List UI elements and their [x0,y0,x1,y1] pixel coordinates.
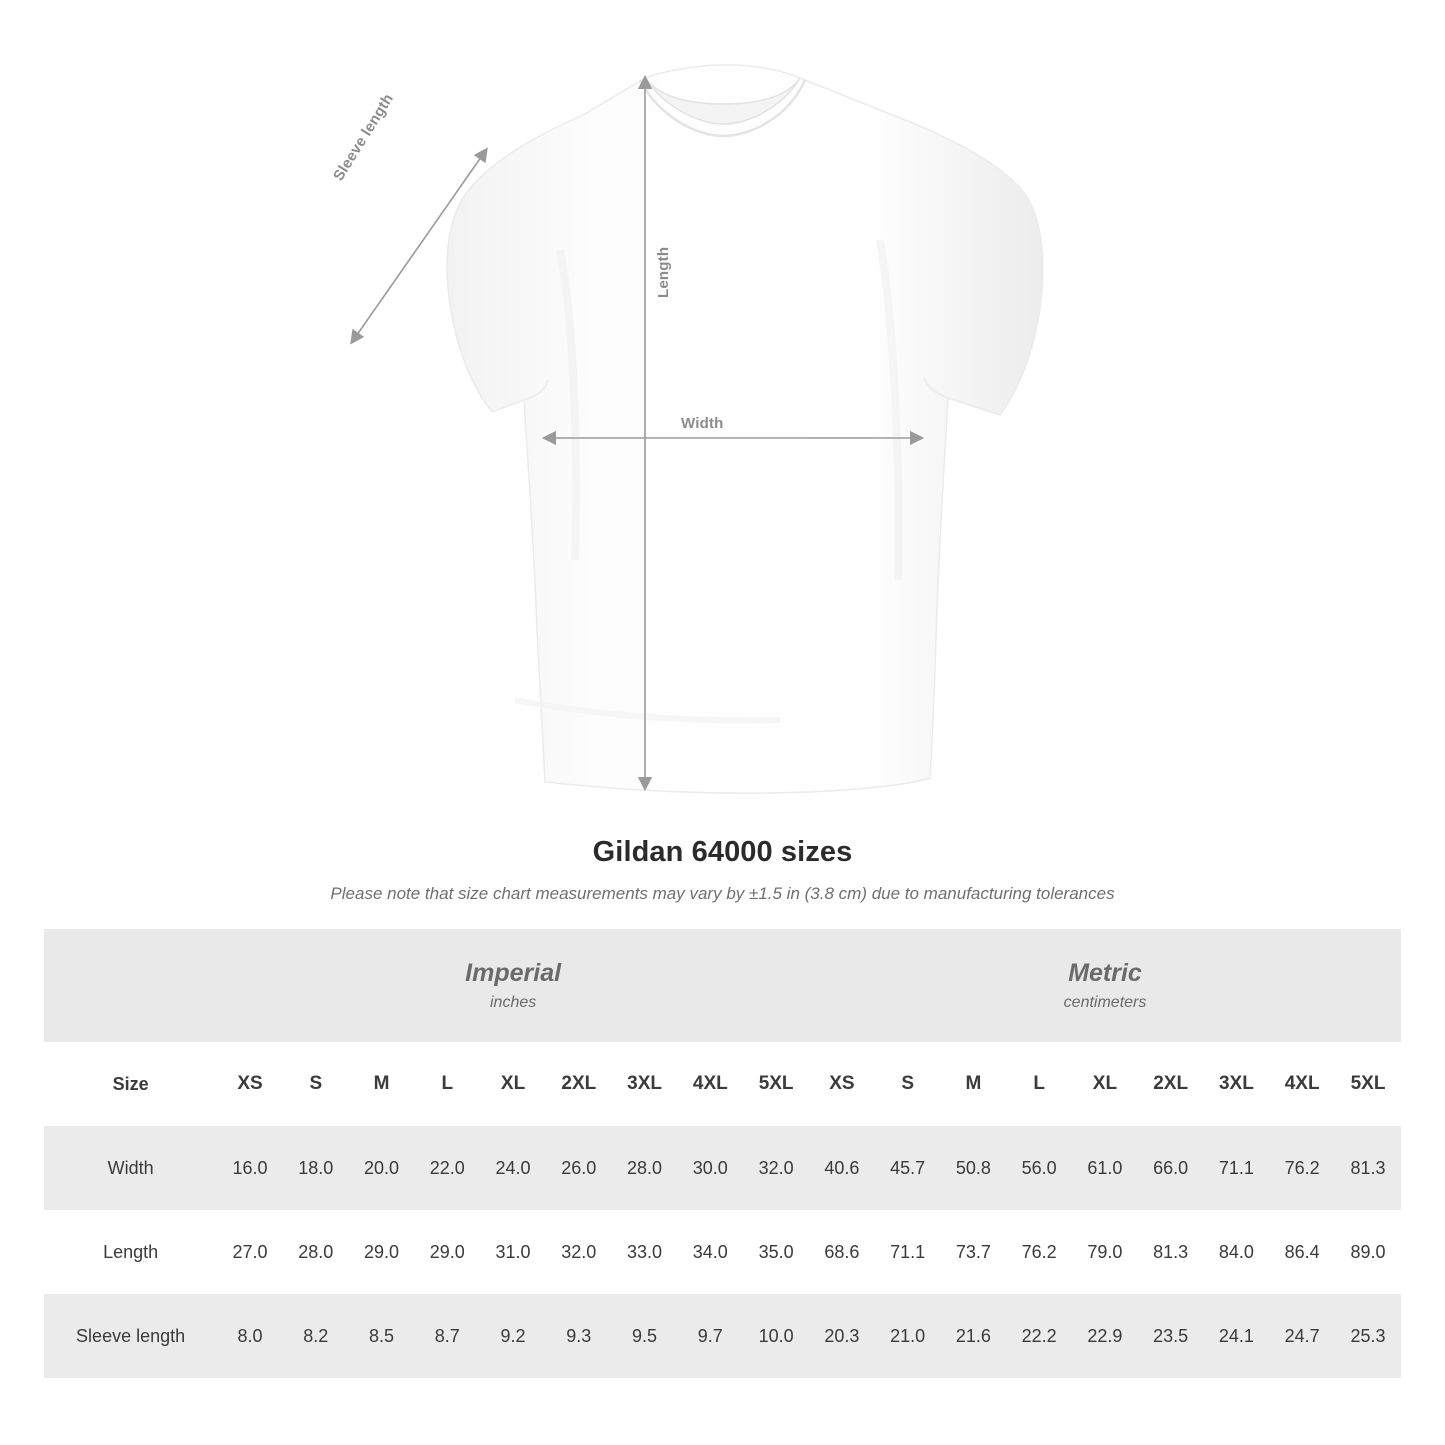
unit-corner-cell [44,929,217,1042]
imperial-sublabel: inches [489,993,537,1011]
cell-sleeve-length: 22.2 [1006,1294,1072,1378]
size-header-cell: 5XL [743,1042,809,1126]
size-chart-table [44,929,1401,1378]
row-label-length: Length [44,1210,217,1294]
size-header-cell: L [1006,1042,1072,1126]
cell-width: 81.3 [1335,1126,1401,1210]
size-chart-container [44,929,1401,1378]
size-header-cell: 5XL [1335,1042,1401,1126]
cell-sleeve-length: 9.3 [546,1294,612,1378]
cell-width: 20.0 [349,1126,415,1210]
size-header-cell: XS [217,1042,283,1126]
cell-width: 24.0 [480,1126,546,1210]
cell-width: 56.0 [1006,1126,1072,1210]
cell-sleeve-length: 8.7 [414,1294,480,1378]
cell-sleeve-length: 21.6 [941,1294,1007,1378]
metric-label: Metric [1068,959,1142,988]
cell-sleeve-length: 8.0 [217,1294,283,1378]
cell-length: 27.0 [217,1210,283,1294]
size-header-row [44,1042,1401,1126]
cell-sleeve-length: 24.7 [1269,1294,1335,1378]
cell-length: 28.0 [283,1210,349,1294]
cell-sleeve-length: 9.5 [612,1294,678,1378]
page-title: Gildan 64000 sizes [592,836,853,868]
size-header-cell: L [414,1042,480,1126]
size-header-cell: 3XL [612,1042,678,1126]
cell-width: 66.0 [1138,1126,1204,1210]
cell-sleeve-length: 9.7 [677,1294,743,1378]
table-row [44,1294,1401,1378]
length-dimension-label: Length [655,246,672,298]
size-header-cell: 2XL [1138,1042,1204,1126]
cell-length: 68.6 [809,1210,875,1294]
cell-sleeve-length: 10.0 [743,1294,809,1378]
size-header-cell: M [349,1042,415,1126]
table-row [44,1126,1401,1210]
size-header-cell: XS [809,1042,875,1126]
cell-length: 71.1 [875,1210,941,1294]
cell-length: 31.0 [480,1210,546,1294]
cell-width: 30.0 [677,1126,743,1210]
size-header-cell: M [941,1042,1007,1126]
cell-width: 76.2 [1269,1126,1335,1210]
cell-sleeve-length: 25.3 [1335,1294,1401,1378]
cell-sleeve-length: 9.2 [480,1294,546,1378]
cell-width: 28.0 [612,1126,678,1210]
cell-length: 76.2 [1006,1210,1072,1294]
cell-width: 40.6 [809,1126,875,1210]
size-header-cell: S [283,1042,349,1126]
metric-group-header [809,929,1401,1042]
cell-width: 26.0 [546,1126,612,1210]
imperial-label: Imperial [465,959,562,988]
cell-length: 34.0 [677,1210,743,1294]
cell-width: 22.0 [414,1126,480,1210]
table-row [44,1210,1401,1294]
cell-width: 45.7 [875,1126,941,1210]
sleeve-length-dimension-label: Sleeve length [330,90,398,185]
size-header-cell: 2XL [546,1042,612,1126]
chart-heading [0,836,1445,904]
cell-length: 32.0 [546,1210,612,1294]
cell-sleeve-length: 22.9 [1072,1294,1138,1378]
size-row-label: Size [44,1042,217,1126]
tolerance-note: Please note that size chart measurements may vary by ±1.5 in (3.8 cm) due to manufacturing tolerances [330,884,1115,903]
size-header-cell: S [875,1042,941,1126]
cell-length: 29.0 [414,1210,480,1294]
cell-sleeve-length: 8.2 [283,1294,349,1378]
cell-sleeve-length: 21.0 [875,1294,941,1378]
size-header-cell: 3XL [1204,1042,1270,1126]
cell-length: 35.0 [743,1210,809,1294]
cell-sleeve-length: 8.5 [349,1294,415,1378]
row-label-width: Width [44,1126,217,1210]
cell-length: 33.0 [612,1210,678,1294]
width-dimension-label: Width [681,415,724,432]
cell-length: 79.0 [1072,1210,1138,1294]
cell-length: 86.4 [1269,1210,1335,1294]
cell-width: 71.1 [1204,1126,1270,1210]
metric-sublabel: centimeters [1063,993,1147,1011]
cell-sleeve-length: 24.1 [1204,1294,1270,1378]
size-header-cell: 4XL [677,1042,743,1126]
cell-width: 50.8 [941,1126,1007,1210]
cell-sleeve-length: 20.3 [809,1294,875,1378]
cell-length: 89.0 [1335,1210,1401,1294]
cell-width: 16.0 [217,1126,283,1210]
imperial-group-header [217,929,809,1042]
size-header-cell: 4XL [1269,1042,1335,1126]
row-label-sleeve-length: Sleeve length [44,1294,217,1378]
size-header-cell: XL [1072,1042,1138,1126]
cell-sleeve-length: 23.5 [1138,1294,1204,1378]
cell-length: 73.7 [941,1210,1007,1294]
cell-length: 84.0 [1204,1210,1270,1294]
cell-width: 61.0 [1072,1126,1138,1210]
cell-width: 32.0 [743,1126,809,1210]
size-header-cell: XL [480,1042,546,1126]
cell-width: 18.0 [283,1126,349,1210]
cell-length: 81.3 [1138,1210,1204,1294]
cell-length: 29.0 [349,1210,415,1294]
unit-group-row [44,929,1401,1042]
